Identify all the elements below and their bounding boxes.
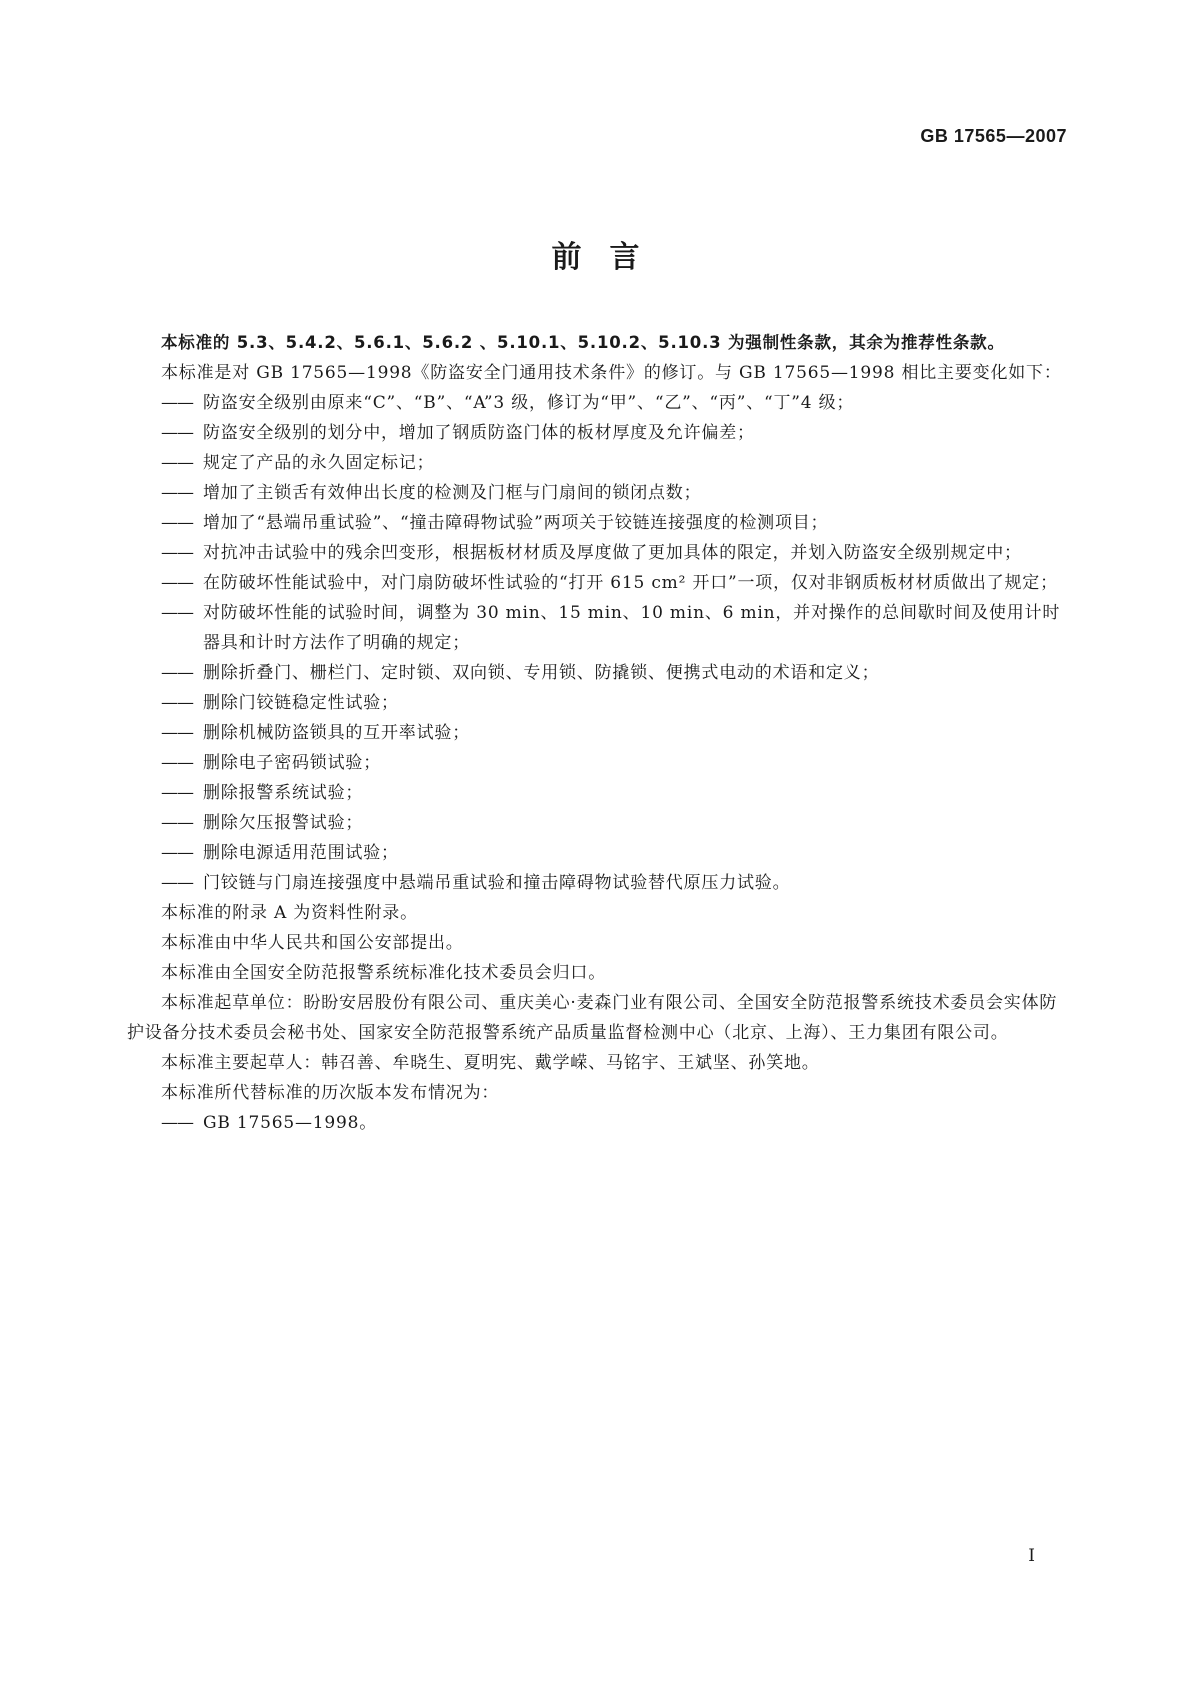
list-item [127, 868, 1071, 898]
list-item-text: 防盗安全级别由原来“C”、“B”、“A”3 级，修订为“甲”、“乙”、“丙”、“丁”4 级； [203, 393, 855, 413]
list-item [127, 838, 1071, 868]
list-item [127, 478, 1071, 508]
revision-statement-paragraph: 本标准是对 GB 17565—1998《防盗安全门通用技术条件》的修订。与 GB 17565—1998 相比主要变化如下： [161, 363, 1062, 383]
page-number: I [1028, 1546, 1035, 1566]
list-item-text: 增加了主锁舌有效伸出长度的检测及门框与门扇间的锁闭点数； [203, 483, 702, 503]
list-item-text: 对防破坏性能的试验时间，调整为 30 min、15 min、10 min、6 min，并对操作的总间歇时间及使用计时器具和计时方法作了明确的规定； [203, 603, 1061, 653]
dash-marker: —— [161, 813, 193, 833]
list-item-text: 防盗安全级别的划分中，增加了钢质防盗门体的板材厚度及允许偏差； [203, 423, 755, 443]
list-item-text: 删除电源适用范围试验； [203, 843, 399, 863]
list-item-text: 删除折叠门、栅栏门、定时锁、双向锁、专用锁、防撬锁、便携式电动的术语和定义； [203, 663, 880, 683]
list-item [127, 718, 1071, 748]
page-title: 前言 [551, 240, 668, 275]
dash-marker: —— [161, 453, 193, 473]
dash-marker: —— [161, 1113, 193, 1133]
list-item-text: 删除报警系统试验； [203, 783, 364, 803]
dash-marker: —— [161, 783, 193, 803]
mandatory-clauses-paragraph: 本标准的 5.3、5.4.2、5.6.1、5.6.2 、5.10.1、5.10.2、5.10.3 为强制性条款，其余为推荐性条款。 [161, 333, 1005, 352]
dash-marker: —— [161, 423, 193, 443]
list-item [127, 388, 1071, 418]
proposer-note: 本标准由中华人民共和国公安部提出。 [161, 933, 464, 953]
document-code: GB 17565—2007 [920, 126, 1067, 146]
list-item [127, 688, 1071, 718]
dash-marker: —— [161, 543, 193, 563]
list-item-text: 增加了“悬端吊重试验”、“撞击障碍物试验”两项关于铰链连接强度的检测项目； [203, 513, 829, 533]
dash-marker: —— [161, 393, 193, 413]
list-item-text: 删除欠压报警试验； [203, 813, 364, 833]
dash-marker: —— [161, 573, 193, 593]
list-item-text: 删除电子密码锁试验； [203, 753, 381, 773]
dash-marker: —— [161, 513, 193, 533]
dash-marker: —— [161, 693, 193, 713]
history-list [127, 1108, 1071, 1138]
dash-marker: —— [161, 753, 193, 773]
list-item [127, 568, 1071, 598]
list-item [127, 748, 1071, 778]
authority-note: 本标准由全国安全防范报警系统标准化技术委员会归口。 [161, 963, 606, 983]
list-item [127, 448, 1071, 478]
list-item-text: 对抗冲击试验中的残余凹变形，根据板材材质及厚度做了更加具体的限定，并划入防盗安全级别规定中； [203, 543, 1022, 563]
list-item-text: 删除机械防盗锁具的互开率试验； [203, 723, 470, 743]
drafters-note: 本标准主要起草人：韩召善、牟晓生、夏明宪、戴学嵘、马铭宇、王斌坚、孙笑地。 [161, 1053, 820, 1073]
list-item [127, 508, 1071, 538]
list-item-text: 门铰链与门扇连接强度中悬端吊重试验和撞击障碍物试验替代原压力试验。 [203, 873, 791, 893]
list-item-text: GB 17565—1998。 [203, 1113, 378, 1133]
list-item [127, 598, 1071, 658]
list-item-text: 规定了产品的永久固定标记； [203, 453, 435, 473]
document-body [127, 328, 1071, 1138]
list-item-text: 在防破坏性能试验中，对门扇防破坏性试验的“打开 615 cm² 开口”一项，仅对非钢质板材材质做出了规定； [203, 573, 1058, 593]
list-item [127, 538, 1071, 568]
dash-marker: —— [161, 873, 193, 893]
list-item [127, 1108, 1071, 1138]
list-item [127, 418, 1071, 448]
list-item [127, 778, 1071, 808]
dash-marker: —— [161, 603, 193, 623]
dash-marker: —— [161, 843, 193, 863]
drafting-units-note: 本标准起草单位：盼盼安居股份有限公司、重庆美心·麦森门业有限公司、全国安全防范报警系统技术委员会实体防护设备分技术委员会秘书处、国家安全防范报警系统产品质量监督检测中心（北京、上海）、王力集团有限公司。 [127, 993, 1058, 1043]
dash-marker: —— [161, 483, 193, 503]
list-item [127, 808, 1071, 838]
dash-marker: —— [161, 723, 193, 743]
dash-marker: —— [161, 663, 193, 683]
appendix-note: 本标准的附录 A 为资料性附录。 [161, 903, 418, 923]
history-intro-note: 本标准所代替标准的历次版本发布情况为： [161, 1083, 500, 1103]
changes-list [127, 388, 1071, 898]
list-item [127, 658, 1071, 688]
list-item-text: 删除门铰链稳定性试验； [203, 693, 399, 713]
